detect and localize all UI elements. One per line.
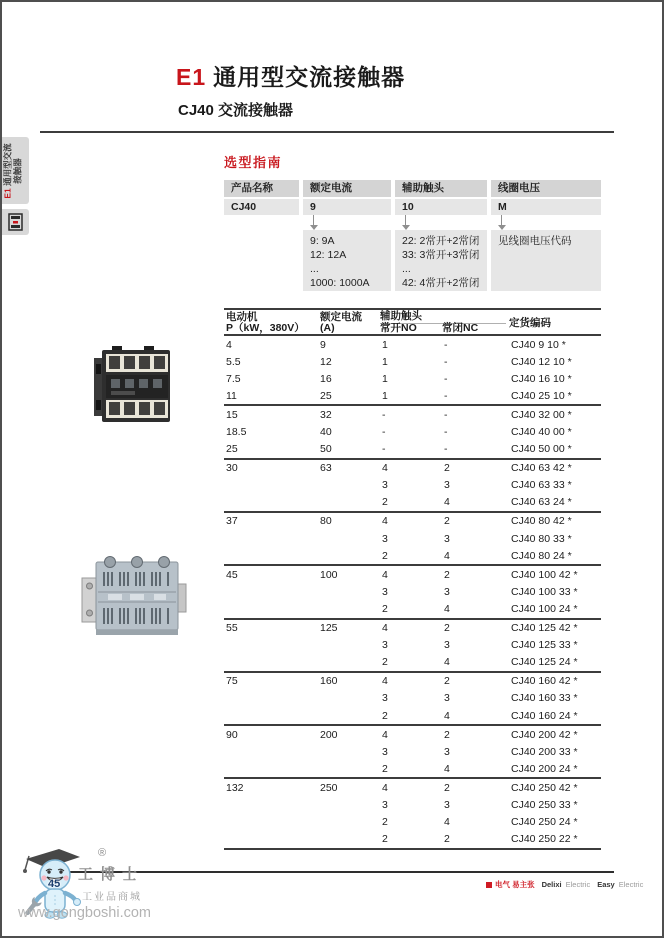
cell-order-code: CJ40 25 10 *	[511, 389, 572, 402]
page-title	[176, 59, 405, 92]
guide-detail-list	[303, 230, 391, 291]
cell-order-code: CJ40 250 42 *	[511, 781, 578, 794]
cell-no: 2	[382, 496, 388, 509]
table-block	[224, 726, 601, 779]
table-row	[224, 796, 601, 813]
col-header-nc: 常闭NC	[442, 322, 479, 334]
publisher-line	[486, 879, 643, 890]
cell-power: 7.5	[226, 372, 241, 385]
table-row	[224, 406, 601, 423]
table-row	[224, 336, 601, 353]
side-tab-chapter	[2, 137, 29, 204]
ratings-table	[224, 308, 601, 850]
cell-nc: 3	[444, 798, 450, 811]
cell-no: 3	[382, 692, 388, 705]
cell-order-code: CJ40 32 00 *	[511, 408, 572, 421]
cell-order-code: CJ40 63 42 *	[511, 462, 572, 475]
cell-order-code: CJ40 16 10 *	[511, 372, 572, 385]
cell-order-code: CJ40 125 24 *	[511, 656, 578, 669]
cell-order-code: CJ40 200 42 *	[511, 728, 578, 741]
selection-guide-heading: 选型指南	[224, 155, 283, 170]
col-header-no: 常开NO	[380, 322, 417, 334]
col-header-current-unit: (A)	[320, 322, 335, 334]
guide-detail-item: 42: 4常开+2常闭	[402, 277, 480, 289]
table-block	[224, 673, 601, 726]
table-row	[224, 423, 601, 440]
cell-no: -	[382, 443, 386, 456]
table-row	[224, 494, 601, 511]
cell-nc: 4	[444, 816, 450, 829]
cell-no: 2	[382, 602, 388, 615]
table-block	[224, 336, 601, 406]
publisher-name-1: Delixi	[541, 880, 562, 889]
cell-nc: -	[444, 372, 448, 385]
table-row	[224, 743, 601, 760]
guide-detail-item: 33: 3常开+3常闭	[402, 249, 480, 261]
table-row	[224, 814, 601, 831]
side-tab-line2: 接触器	[12, 157, 22, 184]
cell-current: 40	[320, 426, 332, 439]
table-row	[224, 547, 601, 564]
cell-nc: 2	[444, 515, 450, 528]
cell-no: 1	[382, 355, 388, 368]
page-title-text: 通用型交流接触器	[213, 64, 406, 90]
guide-col-current	[303, 180, 391, 291]
cell-order-code: CJ40 50 00 *	[511, 443, 572, 456]
cell-power: 45	[226, 568, 238, 581]
cell-order-code: CJ40 160 42 *	[511, 675, 578, 688]
cell-current: 9	[320, 338, 326, 351]
cell-nc: 2	[444, 833, 450, 846]
cell-power: 75	[226, 675, 238, 688]
contactor-photo-small	[86, 342, 186, 433]
cell-order-code: CJ40 160 24 *	[511, 709, 578, 722]
side-tab-code: E1	[2, 187, 12, 199]
cell-nc: 4	[444, 602, 450, 615]
cell-no: 4	[382, 515, 388, 528]
publisher-name-2-suffix: Electric	[618, 880, 644, 889]
table-block	[224, 779, 601, 849]
cell-no: 4	[382, 675, 388, 688]
cell-no: 1	[382, 338, 388, 351]
guide-col-coil	[491, 180, 601, 291]
cell-order-code: CJ40 250 24 *	[511, 816, 578, 829]
cell-power: 15	[226, 408, 238, 421]
cell-no: 1	[382, 372, 388, 385]
cell-nc: -	[444, 443, 448, 456]
cell-order-code: CJ40 63 33 *	[511, 479, 572, 492]
table-row	[224, 831, 601, 848]
table-row	[224, 760, 601, 777]
table-row	[224, 460, 601, 477]
cell-current: 200	[320, 728, 338, 741]
guide-header: 辅助触头	[395, 180, 487, 197]
cell-order-code: CJ40 250 22 *	[511, 833, 578, 846]
page-subtitle: CJ40 交流接触器	[178, 102, 294, 119]
cell-current: 250	[320, 781, 338, 794]
col-header-order-code: 定货编码	[509, 317, 551, 329]
table-row	[224, 620, 601, 637]
page-title-code: E1	[176, 64, 207, 90]
table-row	[224, 441, 601, 458]
cell-nc: 3	[444, 692, 450, 705]
cell-order-code: CJ40 80 42 *	[511, 515, 572, 528]
cell-order-code: CJ40 80 33 *	[511, 532, 572, 545]
cell-no: 1	[382, 389, 388, 402]
col-header-motor: 电动机	[226, 311, 258, 323]
guide-value: M	[491, 199, 601, 215]
cell-current: 80	[320, 515, 332, 528]
table-row	[224, 779, 601, 796]
table-row	[224, 530, 601, 547]
table-row	[224, 726, 601, 743]
cell-order-code: CJ40 100 33 *	[511, 585, 578, 598]
website-url: www.gongboshi.com	[18, 905, 151, 921]
cell-current: 63	[320, 462, 332, 475]
guide-arrow-down	[395, 215, 487, 230]
cell-current: 125	[320, 622, 338, 635]
cell-no: -	[382, 408, 386, 421]
cell-nc: 4	[444, 656, 450, 669]
table-row	[224, 353, 601, 370]
cell-power: 4	[226, 338, 232, 351]
cell-no: -	[382, 426, 386, 439]
cell-order-code: CJ40 100 42 *	[511, 568, 578, 581]
guide-arrow-down	[491, 215, 601, 230]
page-number: 45	[48, 878, 61, 890]
guide-col-aux	[395, 180, 487, 291]
cell-nc: 4	[444, 709, 450, 722]
cell-no: 2	[382, 816, 388, 829]
cell-no: 4	[382, 622, 388, 635]
brand-name: 工博士	[78, 867, 145, 883]
cell-nc: 3	[444, 532, 450, 545]
guide-detail-item: ...	[310, 263, 319, 275]
cell-order-code: CJ40 125 42 *	[511, 622, 578, 635]
guide-header: 额定电流	[303, 180, 391, 197]
header-rule	[40, 131, 614, 133]
cell-no: 4	[382, 728, 388, 741]
delixi-logo-mark-icon	[486, 882, 492, 888]
cell-order-code: CJ40 100 24 *	[511, 602, 578, 615]
table-row	[224, 513, 601, 530]
cell-no: 3	[382, 532, 388, 545]
guide-detail-item: 12: 12A	[310, 249, 347, 261]
cell-no: 3	[382, 798, 388, 811]
ratings-table-body	[224, 336, 601, 850]
cell-nc: 2	[444, 462, 450, 475]
cell-current: 16	[320, 372, 332, 385]
cell-power: 30	[226, 462, 238, 475]
table-row	[224, 370, 601, 387]
cell-power: 18.5	[226, 426, 247, 439]
table-row	[224, 637, 601, 654]
cell-nc: 3	[444, 639, 450, 652]
cell-current: 32	[320, 408, 332, 421]
table-row	[224, 673, 601, 690]
cell-no: 2	[382, 656, 388, 669]
guide-value: 9	[303, 199, 391, 215]
guide-detail-item: 见线圈电压代码	[498, 235, 572, 247]
cell-nc: -	[444, 338, 448, 351]
cell-order-code: CJ40 200 24 *	[511, 762, 578, 775]
guide-col-product	[224, 180, 299, 215]
cell-order-code: CJ40 160 33 *	[511, 692, 578, 705]
cell-no: 2	[382, 709, 388, 722]
cell-no: 3	[382, 639, 388, 652]
cell-power: 11	[226, 389, 237, 402]
cell-nc: -	[444, 389, 448, 402]
cell-nc: 4	[444, 762, 450, 775]
side-tab-thumbnail	[2, 209, 29, 235]
cell-no: 4	[382, 781, 388, 794]
table-row	[224, 600, 601, 617]
table-block	[224, 460, 601, 513]
cell-current: 12	[320, 355, 332, 368]
cell-nc: 2	[444, 728, 450, 741]
guide-detail-item: 1000: 1000A	[310, 277, 370, 289]
col-header-aux-group: 辅助触头	[380, 311, 506, 324]
registered-trademark-mark: ®	[98, 847, 107, 859]
side-tab-label	[2, 137, 29, 204]
ratings-table-header	[224, 308, 601, 336]
table-row	[224, 477, 601, 494]
cell-order-code: CJ40 12 10 *	[511, 355, 572, 368]
cell-nc: 2	[444, 568, 450, 581]
guide-header: 线圈电压	[491, 180, 601, 197]
table-row	[224, 654, 601, 671]
cell-nc: 2	[444, 675, 450, 688]
cell-nc: 2	[444, 781, 450, 794]
col-header-current: 额定电流	[320, 311, 362, 323]
cell-power: 132	[226, 781, 244, 794]
cell-order-code: CJ40 200 33 *	[511, 745, 578, 758]
publisher-slogan: 电气 易主张	[495, 880, 535, 889]
cell-no: 2	[382, 549, 388, 562]
cell-nc: 3	[444, 585, 450, 598]
table-block	[224, 406, 601, 459]
table-block	[224, 620, 601, 673]
guide-detail-list	[395, 230, 487, 291]
brand-tagline: 工业品商城	[82, 892, 142, 903]
cell-no: 3	[382, 479, 388, 492]
col-header-motor-unit: P（kW，380V）	[226, 322, 305, 334]
publisher-name-2: Easy	[597, 880, 615, 889]
cell-power: 25	[226, 443, 238, 456]
cell-nc: 3	[444, 479, 450, 492]
contactor-icon	[7, 213, 24, 231]
cell-current: 50	[320, 443, 332, 456]
cell-no: 3	[382, 585, 388, 598]
cell-no: 4	[382, 568, 388, 581]
cell-order-code: CJ40 250 33 *	[511, 798, 578, 811]
cell-order-code: CJ40 125 33 *	[511, 639, 578, 652]
cell-power: 55	[226, 622, 238, 635]
guide-arrow-down	[303, 215, 391, 230]
guide-value: CJ40	[224, 199, 299, 215]
table-row	[224, 387, 601, 404]
table-row	[224, 690, 601, 707]
cell-no: 3	[382, 745, 388, 758]
cell-power: 37	[226, 515, 238, 528]
guide-detail-item: 9: 9A	[310, 235, 335, 247]
cell-nc: -	[444, 408, 448, 421]
table-row	[224, 566, 601, 583]
table-row	[224, 707, 601, 724]
contactor-photo-large	[74, 550, 192, 647]
cell-power: 5.5	[226, 355, 241, 368]
cell-nc: 3	[444, 745, 450, 758]
cell-order-code: CJ40 63 24 *	[511, 496, 572, 509]
guide-header: 产品名称	[224, 180, 299, 197]
publisher-name-1-suffix: Electric	[565, 880, 591, 889]
guide-detail-item: 22: 2常开+2常闭	[402, 235, 480, 247]
cell-no: 2	[382, 833, 388, 846]
guide-detail-item: ...	[402, 263, 411, 275]
cell-nc: -	[444, 355, 448, 368]
cell-nc: 4	[444, 496, 450, 509]
cell-order-code: CJ40 40 00 *	[511, 426, 572, 439]
cell-current: 100	[320, 568, 338, 581]
guide-detail-list	[491, 230, 601, 291]
cell-nc: 2	[444, 622, 450, 635]
cell-nc: -	[444, 426, 448, 439]
cell-no: 4	[382, 462, 388, 475]
guide-value: 10	[395, 199, 487, 215]
cell-nc: 4	[444, 549, 450, 562]
table-block	[224, 513, 601, 566]
cell-order-code: CJ40 9 10 *	[511, 338, 566, 351]
cell-current: 160	[320, 675, 338, 688]
side-tab-line1: 通用型交流	[2, 142, 12, 186]
table-block	[224, 566, 601, 619]
cell-order-code: CJ40 80 24 *	[511, 549, 572, 562]
cell-no: 2	[382, 762, 388, 775]
table-row	[224, 583, 601, 600]
cell-power: 90	[226, 728, 238, 741]
cell-current: 25	[320, 389, 332, 402]
